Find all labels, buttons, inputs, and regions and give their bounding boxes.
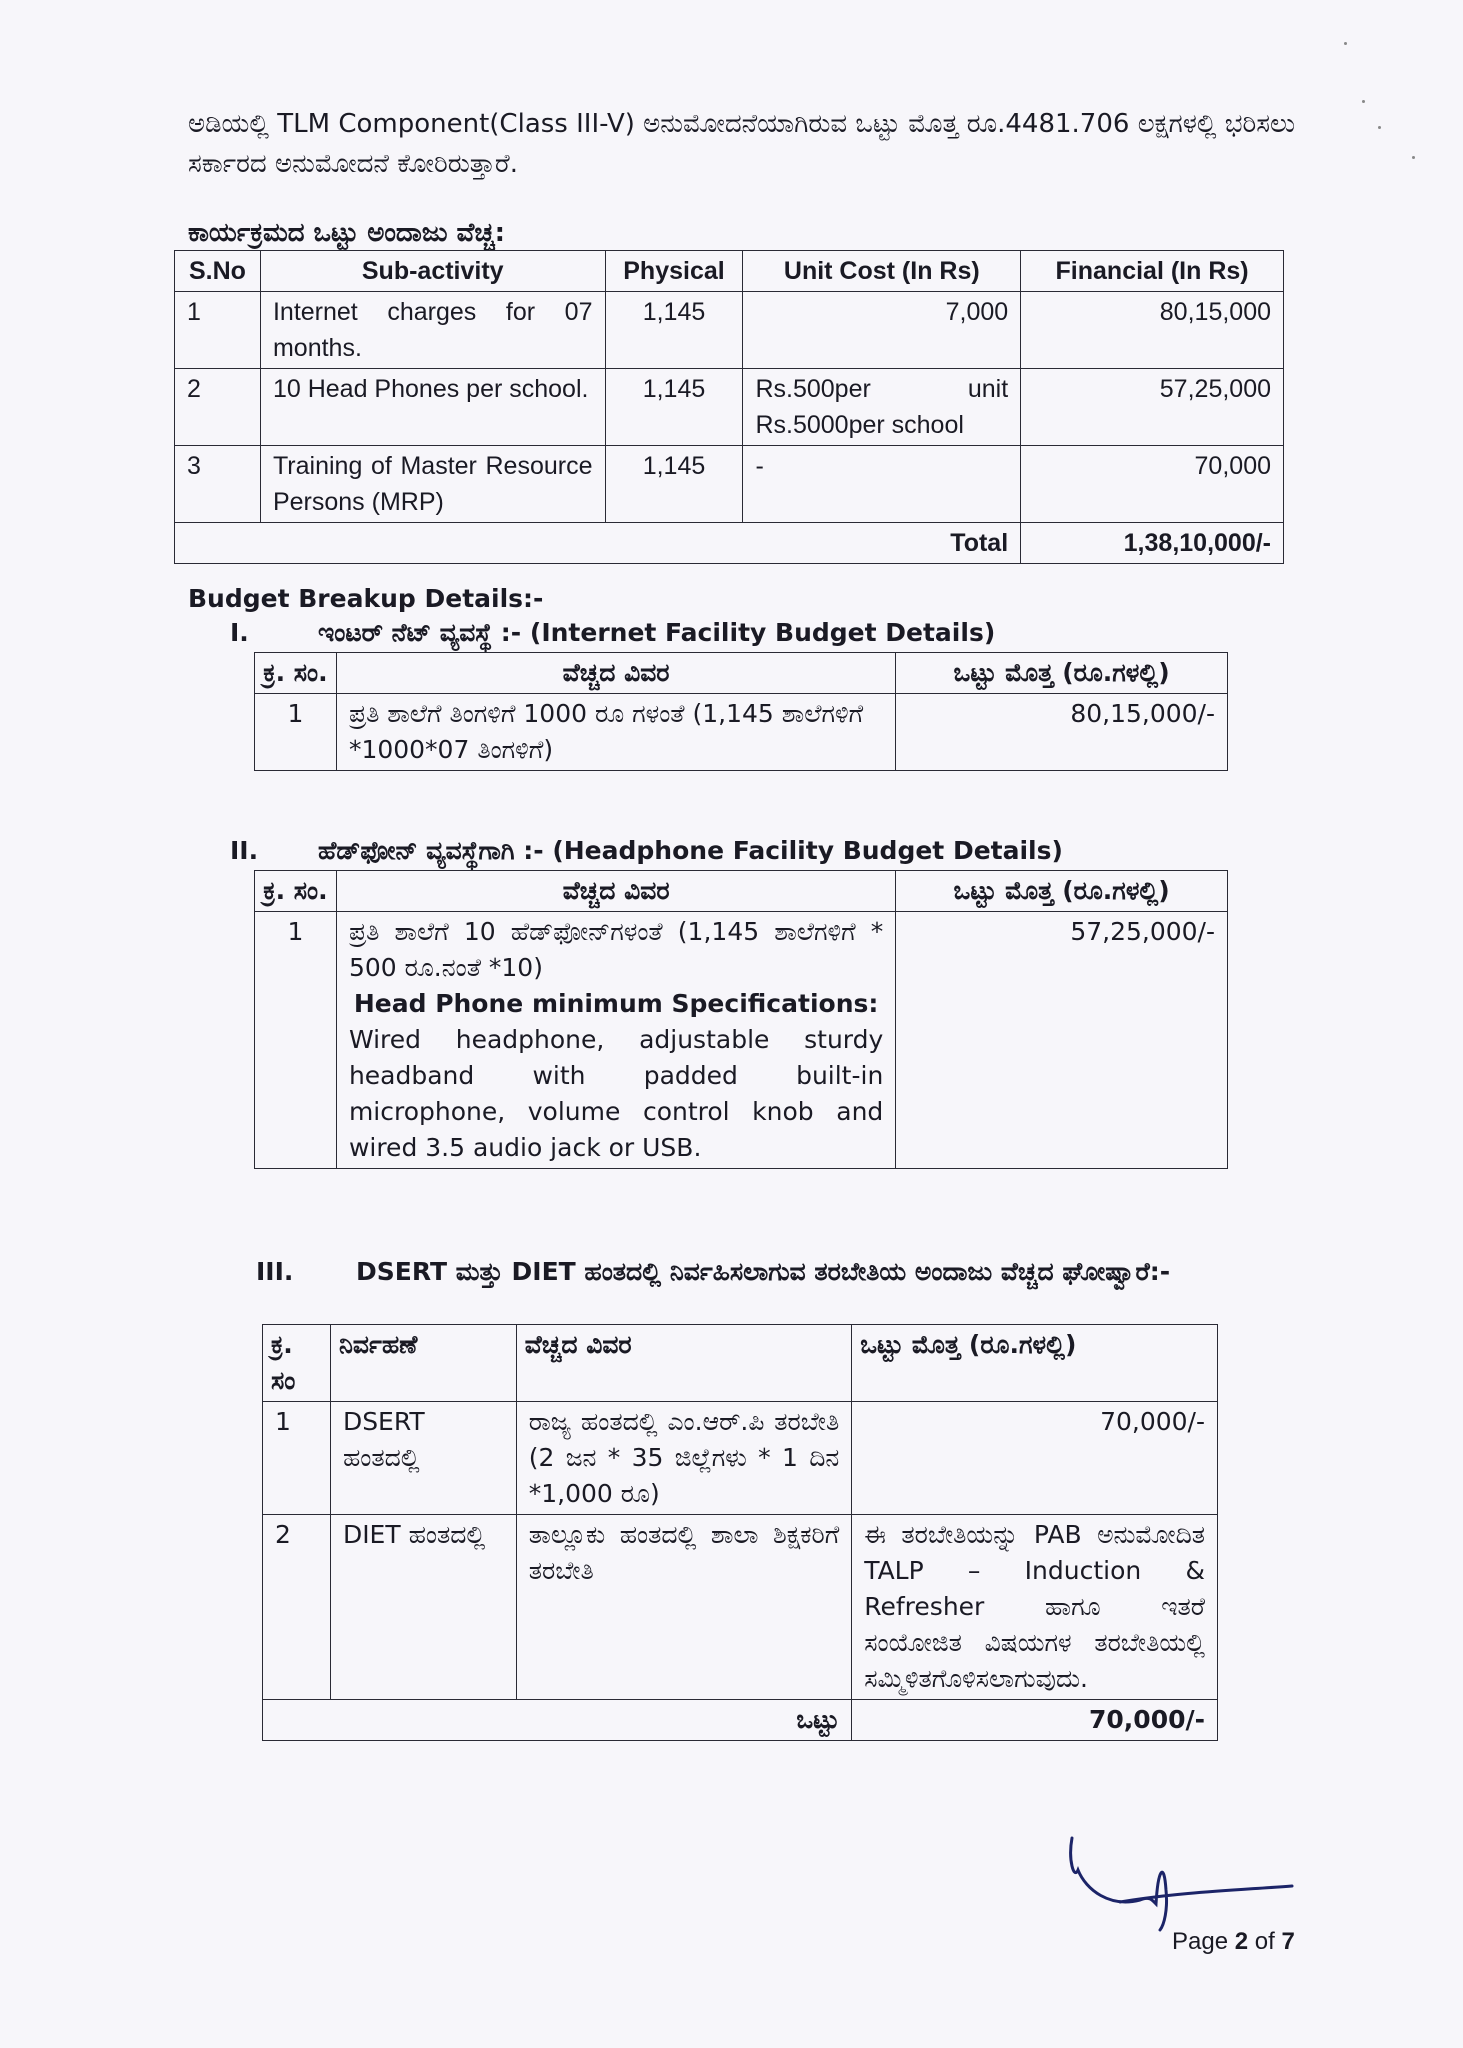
page-number (1172, 1928, 1295, 1956)
section3-title: DSERT ಮತ್ತು DIET ಹಂತದಲ್ಲಿ ನಿರ್ವಹಿಸಲಾಗುವ ತರಬೇತಿಯ ಅಂದಾಜು ವೆಚ್ಚದ ಘೋಷ್ವಾರೆ:- (356, 1257, 1171, 1286)
header-sl-no: ಕ್ರ. ಸಂ (263, 1325, 331, 1402)
cell-sno: 3 (175, 446, 261, 523)
cell-no: 1 (255, 912, 337, 1169)
table-row (263, 1402, 1218, 1515)
page-total: 7 (1281, 1928, 1295, 1955)
internet-budget-table (254, 652, 1228, 771)
scan-speck (1412, 156, 1415, 159)
total-label: Total (175, 523, 1021, 564)
table-total-row (263, 1700, 1218, 1741)
cell-no: 2 (263, 1515, 331, 1700)
header-physical: Physical (605, 251, 743, 292)
cell-detail: ಪ್ರತಿ ಶಾಲೆಗೆ ತಿಂಗಳಿಗೆ 1000 ರೂ ಗಳಂತೆ (1,145 ಶಾಲೆಗಳಿಗೆ *1000*07 ತಿಂಗಳಿಗೆ) (336, 694, 895, 771)
cell-detail: ರಾಜ್ಯ ಹಂತದಲ್ಲಿ ಎಂ.ಆರ್.ಪಿ ತರಬೇತಿ (2 ಜನ * 35 ಜಿಲ್ಲೆಗಳು * 1 ದಿನ *1,000 ರೂ) (516, 1402, 852, 1515)
scan-speck (1378, 126, 1381, 129)
section1-roman: I. (230, 618, 249, 647)
header-total-amount: ಒಟ್ಟು ಮೊತ್ತ (ರೂ.ಗಳಲ್ಲಿ) (896, 871, 1228, 912)
table-row (255, 694, 1228, 771)
section2-title: ಹೆಡ್‌ಫೋನ್ ವ್ಯವಸ್ಥೆಗಾಗಿ :- (Headphone Facility Budget Details) (318, 836, 1063, 865)
cell-unit-cost: Rs.500per unit Rs.5000per school (743, 369, 1021, 446)
header-sno: S.No (175, 251, 261, 292)
table-total-row (175, 523, 1284, 564)
header-sl-no: ಕ್ರ. ಸಂ. (255, 653, 337, 694)
header-sub-activity: Sub-activity (260, 251, 605, 292)
cell-sno: 2 (175, 369, 261, 446)
table-header-row (255, 653, 1228, 694)
cell-financial: 80,15,000 (1021, 292, 1284, 369)
header-total-amount: ಒಟ್ಟು ಮೊತ್ತ (ರೂ.ಗಳಲ್ಲಿ) (896, 653, 1228, 694)
cell-activity: 10 Head Phones per school. (260, 369, 605, 446)
header-expense-detail: ವೆಚ್ಚದ ವಿವರ (336, 871, 895, 912)
section1-title: ಇಂಟರ್ ನೆಟ್ ವ್ಯವಸ್ಥೆ :- (Internet Facility Budget Details) (318, 618, 996, 647)
page-middle: of (1248, 1928, 1282, 1955)
total-value: 70,000/- (852, 1700, 1218, 1741)
section2-heading (230, 836, 1063, 866)
cell-financial: 57,25,000 (1021, 369, 1284, 446)
table-row (175, 292, 1284, 369)
cell-level: DSERT ಹಂತದಲ್ಲಿ (330, 1402, 516, 1515)
detail-text: ಪ್ರತಿ ಶಾಲೆಗೆ 10 ಹೆಡ್‌ಫೋನ್‌ಗಳಂತೆ (1,145 ಶಾಲೆಗಳಿಗೆ * 500 ರೂ.ನಂತೆ *10) (348, 917, 884, 982)
spec-text: Wired headphone, adjustable sturdy headband with padded built-in microphone, volume control knob and wired 3.5 audio jack or USB. (348, 1025, 884, 1162)
table-row (263, 1515, 1218, 1700)
page-prefix: Page (1172, 1928, 1235, 1955)
cell-unit-cost: - (743, 446, 1021, 523)
header-level: ನಿರ್ವಹಣೆ (330, 1325, 516, 1402)
cell-amount: 80,15,000/- (896, 694, 1228, 771)
signature-mark (1060, 1830, 1300, 1940)
cell-no: 1 (255, 694, 337, 771)
cell-detail: ತಾಲ್ಲೂಕು ಹಂತದಲ್ಲಿ ಶಾಲಾ ಶಿಕ್ಷಕರಿಗೆ ತರಬೇತಿ (516, 1515, 852, 1700)
table-row (175, 446, 1284, 523)
training-budget-table (262, 1324, 1218, 1741)
estimate-heading: ಕಾರ್ಯಕ್ರಮದ ಒಟ್ಟು ಅಂದಾಜು ವೆಚ್ಚ: (188, 218, 506, 248)
section3-roman: III. (256, 1257, 294, 1286)
header-financial: Financial (In Rs) (1021, 251, 1284, 292)
spec-title: Head Phone minimum Specifications: (353, 989, 879, 1018)
cell-physical: 1,145 (605, 446, 743, 523)
table-header-row (175, 251, 1284, 292)
section1-heading (230, 618, 995, 648)
scan-speck (1362, 100, 1365, 103)
cell-financial: 70,000 (1021, 446, 1284, 523)
scan-speck (1344, 42, 1347, 45)
estimate-table (174, 250, 1284, 564)
table-header-row (263, 1325, 1218, 1402)
cell-physical: 1,145 (605, 369, 743, 446)
cell-level: DIET ಹಂತದಲ್ಲಿ (330, 1515, 516, 1700)
cell-unit-cost: 7,000 (743, 292, 1021, 369)
header-unit-cost: Unit Cost (In Rs) (743, 251, 1021, 292)
headphone-budget-table (254, 870, 1228, 1169)
cell-physical: 1,145 (605, 292, 743, 369)
header-expense-detail: ವೆಚ್ಚದ ವಿವರ (516, 1325, 852, 1402)
cell-amount: 57,25,000/- (896, 912, 1228, 1169)
total-label: ಒಟ್ಟು (263, 1700, 852, 1741)
table-row (175, 369, 1284, 446)
page-current: 2 (1234, 1928, 1249, 1955)
intro-paragraph: ಅಡಿಯಲ್ಲಿ TLM Component(Class III-V) ಅನುಮೋದನೆಯಾಗಿರುವ ಒಟ್ಟು ಮೊತ್ತ ರೂ.4481.706 ಲಕ್ಷಗಳಲ್ಲಿ ಭರಿಸಲು ಸರ್ಕಾರದ ಅನುಮೋದನೆ ಕೋರಿರುತ್ತಾರೆ. (188, 109, 1296, 179)
cell-no: 1 (263, 1402, 331, 1515)
header-sl-no: ಕ್ರ. ಸಂ. (255, 871, 337, 912)
cell-detail (336, 912, 895, 1169)
cell-amount: ಈ ತರಬೇತಿಯನ್ನು PAB ಅನುಮೋದಿತ TALP – Induction & Refresher ಹಾಗೂ ಇತರೆ ಸಂಯೋಜಿತ ವಿಷಯಗಳ ತರಬೇತಿಯಲ್ಲಿ ಸಮ್ಮಿಳಿತಗೊಳಿಸಲಾಗುವುದು. (852, 1515, 1218, 1700)
total-value: 1,38,10,000/- (1021, 523, 1284, 564)
cell-amount: 70,000/- (852, 1402, 1218, 1515)
section3-heading (256, 1252, 1306, 1292)
header-expense-detail: ವೆಚ್ಚದ ವಿವರ (336, 653, 895, 694)
header-total-amount: ಒಟ್ಟು ಮೊತ್ತ (ರೂ.ಗಳಲ್ಲಿ) (852, 1325, 1218, 1402)
cell-activity: Training of Master Resource Persons (MRP) (260, 446, 605, 523)
table-header-row (255, 871, 1228, 912)
cell-activity: Internet charges for 07 months. (260, 292, 605, 369)
cell-sno: 1 (175, 292, 261, 369)
table-row (255, 912, 1228, 1169)
budget-breakup-title: Budget Breakup Details:- (188, 584, 544, 613)
section2-roman: II. (230, 836, 259, 865)
